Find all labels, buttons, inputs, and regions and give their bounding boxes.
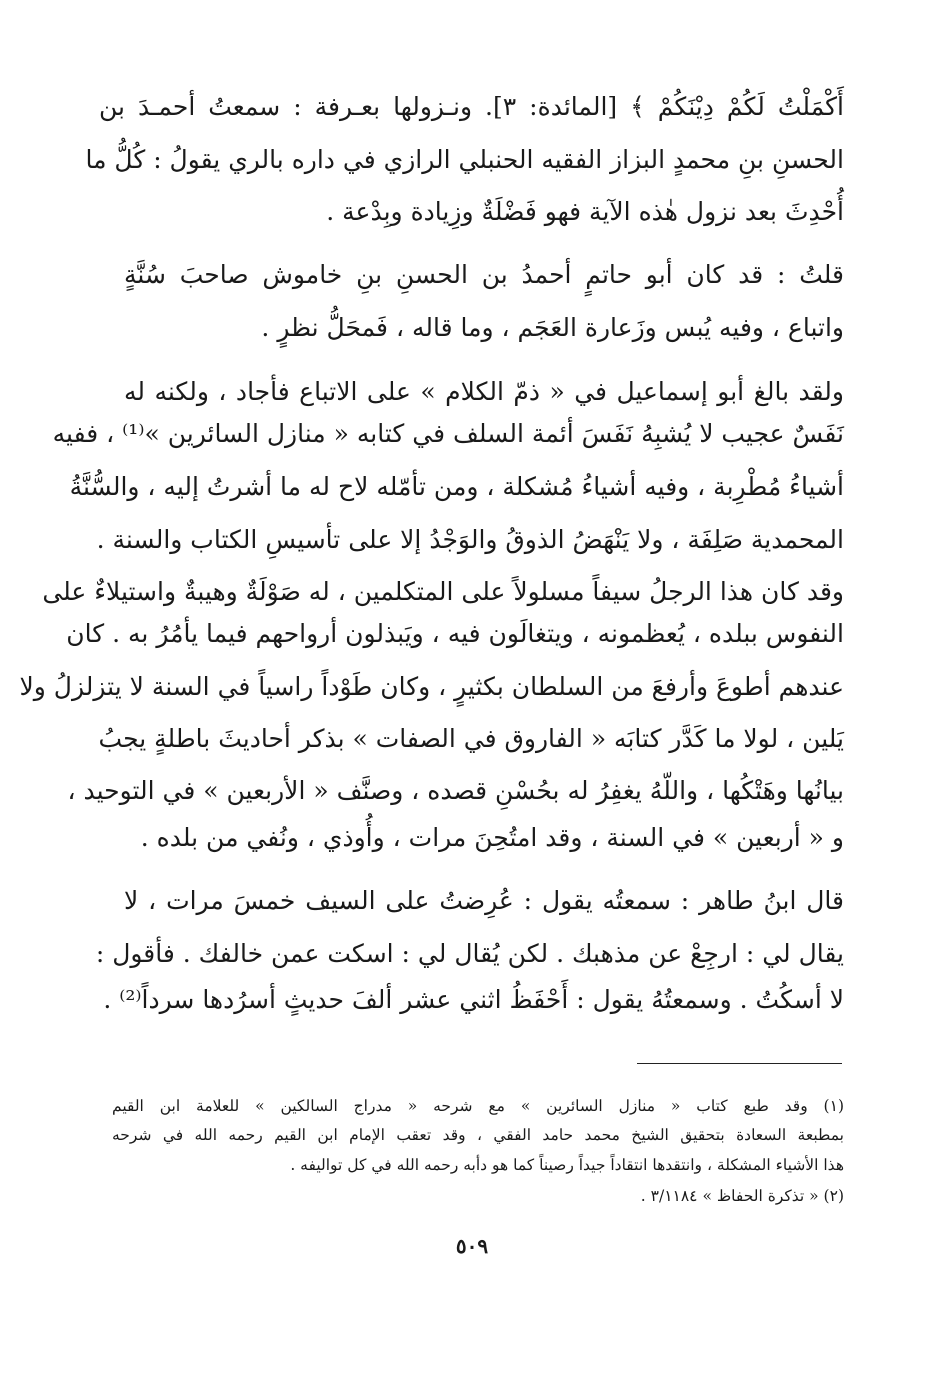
text-line: الحسنِ بنِ محمدٍ البزاز الفقيه الحنبلي الرازي في داره بالري يقولُ : كُلُّ ما (85, 145, 844, 174)
text-line: بيانُها وهَتْكُها ، واللّهُ يغفِرُ له بحُسْنِ قصده ، وصنَّف « الأربعين » في التوحيد ، (67, 776, 844, 805)
text-line: عندهم أطوعَ وأرفعَ من السلطان بكثيرٍ ، وكان طَوْداً راسياً في السنة لا يتزلزلُ ولا (19, 672, 844, 701)
footnote-separator (637, 1063, 842, 1064)
footnote-line: بمطبعة السعادة بتحقيق الشيخ محمد حامد الفقي ، وقد تعقب الإمام ابن القيم رحمه الله في شرحه (112, 1126, 844, 1144)
text-line: قال ابنُ طاهر : سمعتُه يقول : عُرِضتُ على السيف خمسَ مرات ، لا (124, 886, 844, 915)
footnote-line: (١) وقد طبع كتاب « منازل السائرين » مع شرحه « مدراج السالكين » للعلامة ابن القيم (112, 1097, 844, 1115)
text-line: النفوس ببلده ، يُعظمونه ، ويتغالَون فيه ، ويَبذلون أرواحهم فيما يأمُرُ به . كان (66, 619, 844, 648)
text-line: يقال لي : ارجِعْ عن مذهبك . لكن يُقال لي : اسكت عمن خالفك . فأقول : (95, 939, 844, 968)
text-line: أُحْدِثَ بعد نزول هٰذه الآية فهو فَضْلَةٌ وزِيادة وبِدْعة . (326, 197, 844, 226)
page-number: ٥٠٩ (455, 1234, 489, 1258)
text-line: نَفَسٌ عجيب لا يُشبِهُ نَفَسَ أئمة السلف في كتابه « منازل السائرين »⁽¹⁾ ، ففيه (52, 419, 844, 448)
text-line: و « أربعين » في السنة ، وقد امتُحِنَ مرات ، وأُوذي ، ونُفي من بلده . (140, 823, 844, 852)
footnote-line: (٢) « تذكرة الحفاظ » ٣/١١٨٤ . (640, 1187, 844, 1205)
text-line: أشياءُ مُطْرِبة ، وفيه أشياءُ مُشكلة ، ومن تأمّله لاح له ما أشرتُ إليه ، والسُّنَّةُ (69, 472, 844, 501)
text-line: وقد كان هذا الرجلُ سيفاً مسلولاً على المتكلمين ، له صَوْلَةٌ وهيبةٌ واستيلاءٌ على (42, 577, 844, 606)
text-line: أَكْمَلْتُ لَكُمْ دِيْنَكُمْ ﴾ [المائدة: ٣]. ونـزولها بعـرفة : سمعتُ أحمـدَ بن (99, 92, 844, 121)
text-line: قلتُ : قد كان أبو حاتمٍ أحمدُ بن الحسنِ بنِ خاموش صاحبَ سُنَّةٍ (124, 260, 844, 289)
footnote-line: هذا الأشياء المشكلة ، وانتقدها انتقاداً جيداً رصيناً كما هو دأبه رحمه الله في كل تواليفه . (290, 1156, 844, 1174)
text-line: واتباع ، وفيه يُبس وزَعارة العَجَم ، وما قاله ، فَمحَلُّ نظرٍ . (261, 313, 844, 342)
text-line: يَلين ، لولا ما كَدَّر كتابَه « الفاروق في الصفات » بذكر أحاديثَ باطلةٍ يجبُ (98, 724, 844, 753)
text-line: المحمدية صَلِفَة ، ولا يَنْهَضُ الذوقُ والوَجْدُ إلا على تأسيسِ الكتاب والسنة . (96, 525, 844, 554)
text-line: ولقد بالغ أبو إسماعيل في « ذمّ الكلام » على الاتباع فأجاد ، ولكنه له (124, 377, 844, 406)
text-line: لا أسكُتُ . وسمعتُهُ يقول : أَحْفَظُ اثني عشر ألفَ حديثٍ أسرُدها سرداً⁽²⁾ . (103, 985, 844, 1014)
